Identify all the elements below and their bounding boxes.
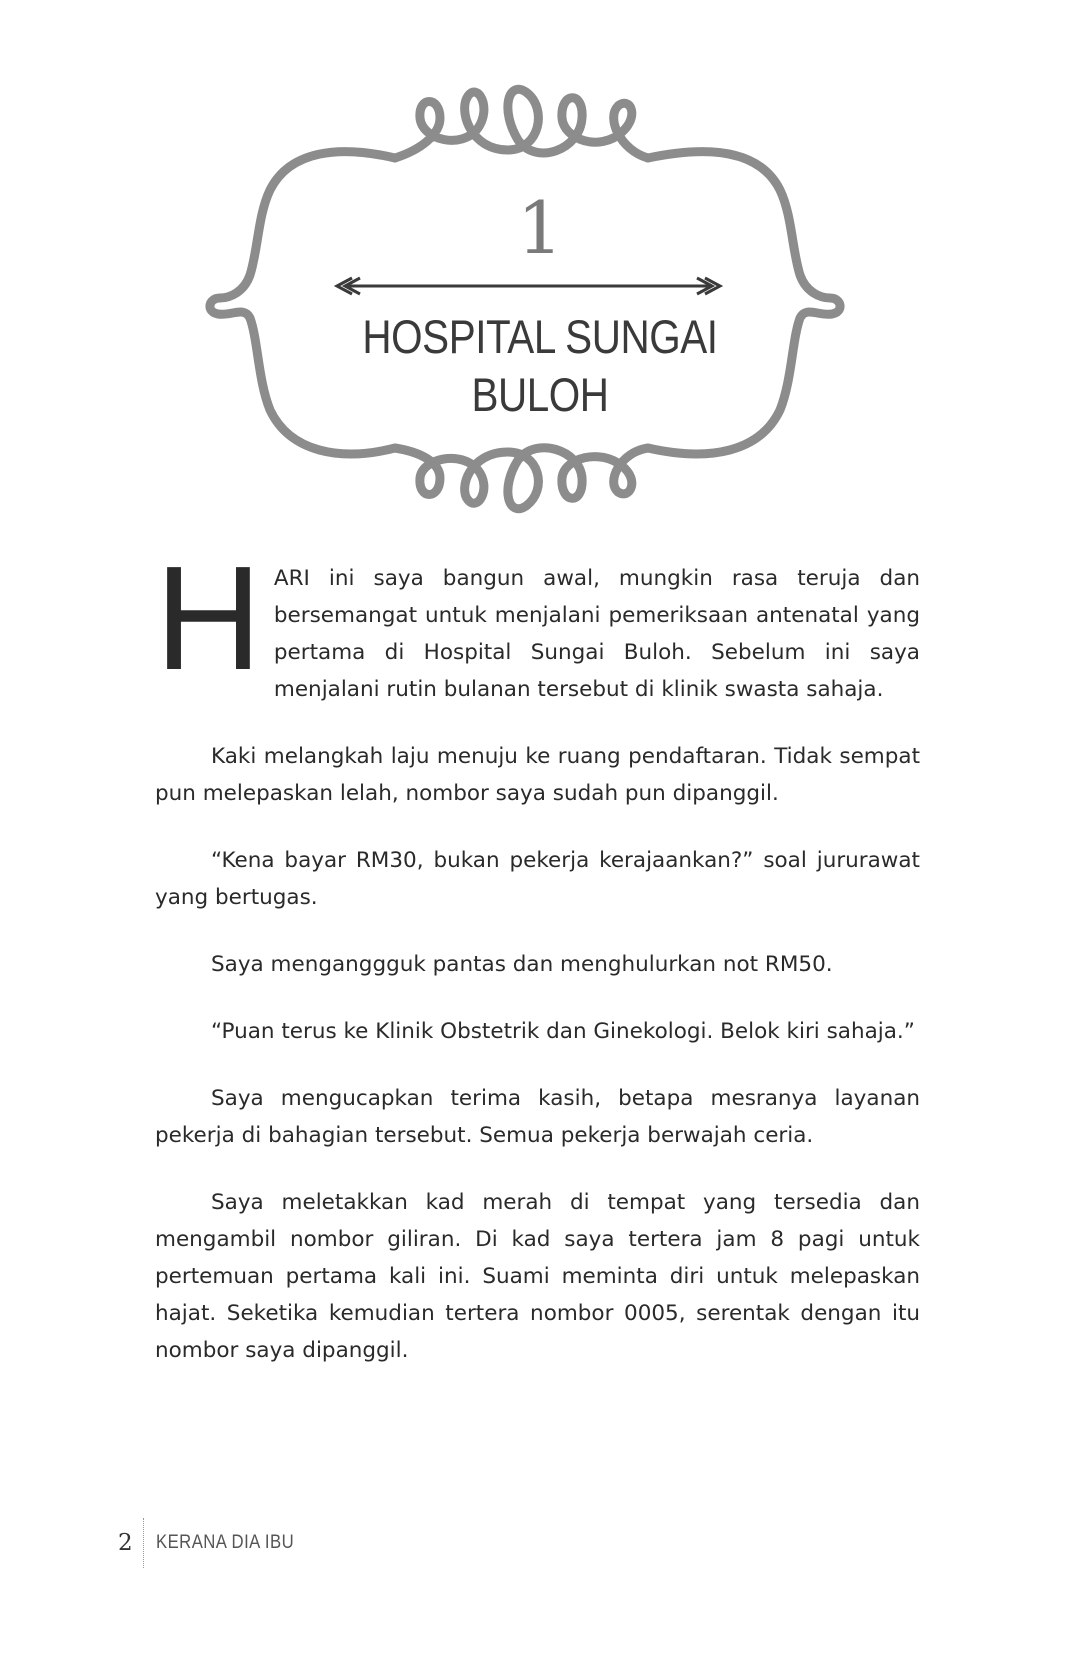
paragraph-4: Saya menganggguk pantas dan menghulurkan not RM50. <box>211 952 833 977</box>
bottom-flourish <box>395 448 648 509</box>
body-text <box>155 536 920 1399</box>
paragraph-1-text: ARI ini saya bangun awal, mungkin rasa teruja dan bersemangat untuk menjalani pemeriksaan antenatal yang pertama di Hospital Sungai Buloh. Sebelum ini saya menjalani rutin bulanan tersebut di klinik swasta sahaja. <box>273 566 920 702</box>
chapter-number: 1 <box>517 186 563 270</box>
paragraph-2: Kaki melangkah laju menuju ke ruang pendaftaran. Tidak sempat pun melepaskan lelah, nombor saya sudah pun dipanggil. <box>155 744 920 806</box>
page-footer <box>118 1518 313 1568</box>
title-arrow-divider <box>337 278 720 294</box>
paragraph-1 <box>155 536 920 708</box>
top-flourish <box>395 89 648 158</box>
paragraph-7: Saya meletakkan kad merah di tempat yang tersedia dan mengambil nombor giliran. Di kad saya tertera jam 8 pagi untuk pertemuan pertama kali ini. Suami meminta diri untuk melepaskan hajat. Seketika kemudian tertera nombor 0005, serentak dengan itu nombor saya dipanggil. <box>155 1190 920 1363</box>
chapter-title <box>76 308 1005 424</box>
paragraph-5: “Puan terus ke Klinik Obstetrik dan Ginekologi. Belok kiri sahaja.” <box>211 1019 915 1044</box>
running-head: KERANA DIA IBU <box>155 1532 294 1553</box>
paragraph-6: Saya mengucapkan terima kasih, betapa mesranya layanan pekerja di bahagian tersebut. Semua pekerja berwajah ceria. <box>155 1086 920 1148</box>
footer-divider <box>143 1518 144 1568</box>
page-number: 2 <box>118 1530 133 1556</box>
drop-cap: H <box>155 536 260 701</box>
chapter-title-line-2: BULOH <box>471 368 609 421</box>
chapter-ornament-frame <box>0 0 1080 560</box>
paragraph-3: “Kena bayar RM30, bukan pekerja kerajaankan?” soal jururawat yang bertugas. <box>155 848 920 910</box>
chapter-title-line-1: HOSPITAL SUNGAI <box>362 310 718 363</box>
